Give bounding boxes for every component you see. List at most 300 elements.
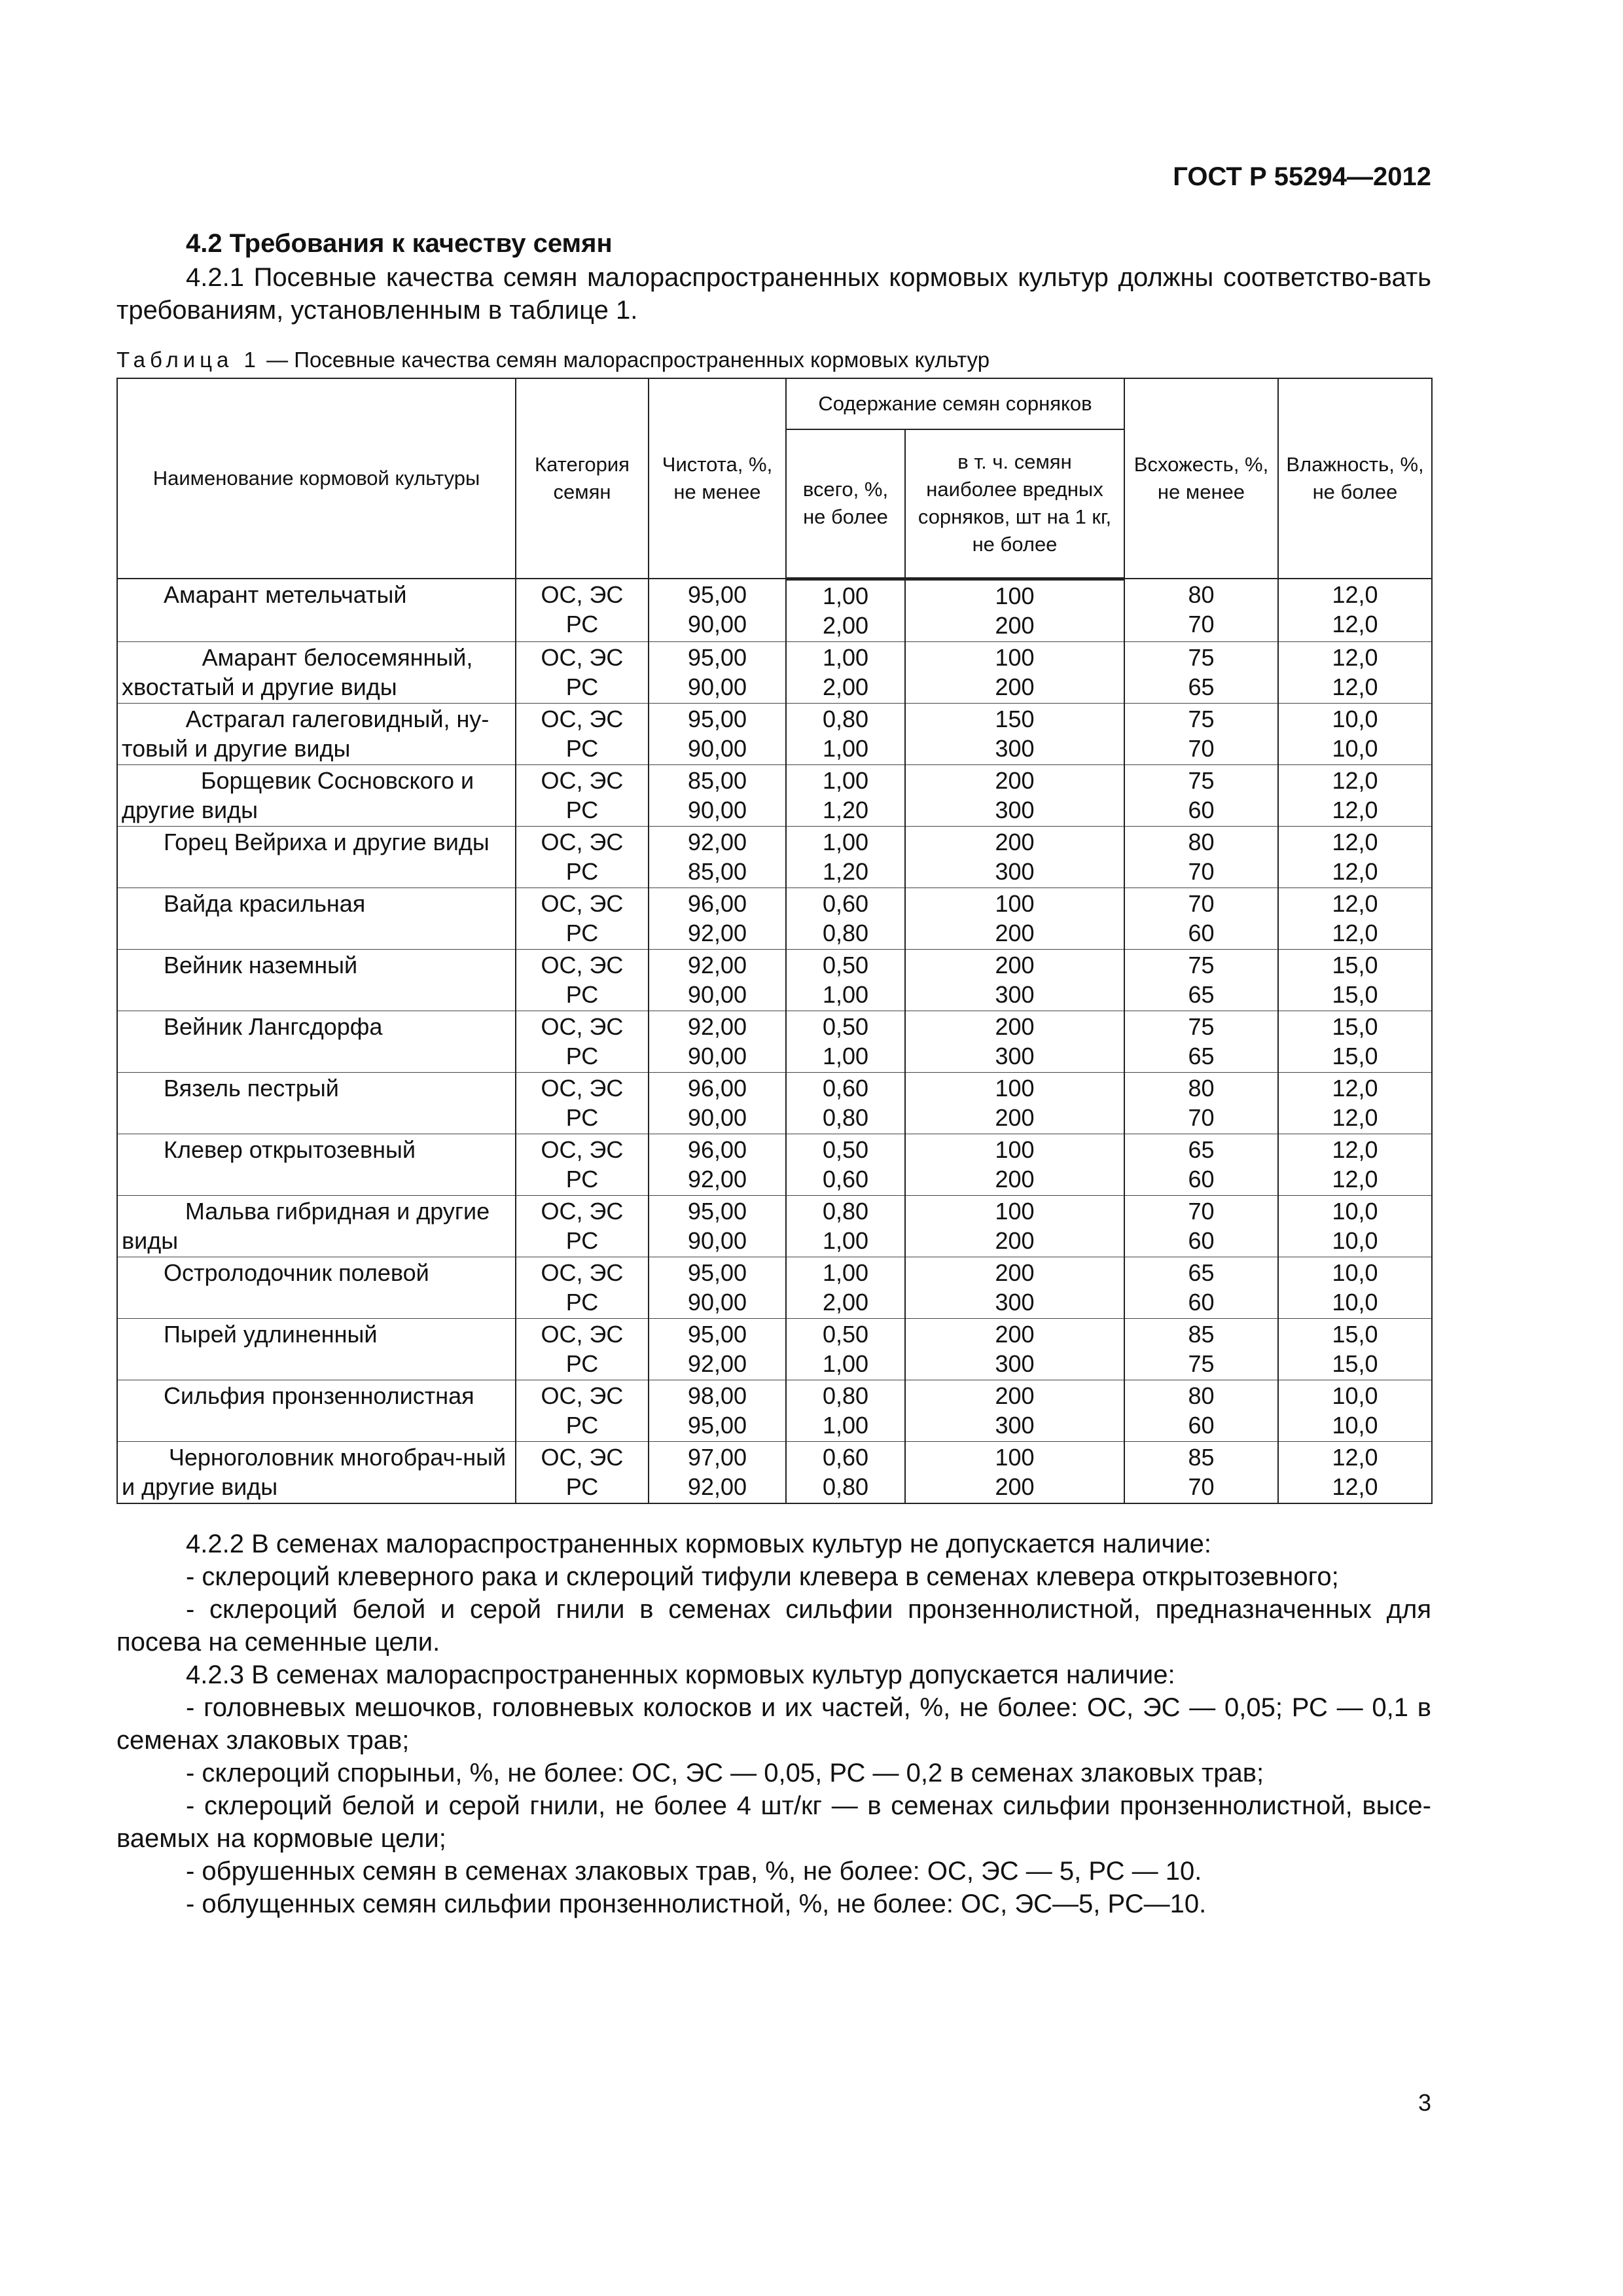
cell-germination bbox=[1124, 641, 1278, 703]
cell-weeds-harmful bbox=[905, 1011, 1124, 1072]
cell-purity-value: 90,00 bbox=[687, 611, 747, 637]
cell-weeds-harmful-value: 200 bbox=[995, 1473, 1035, 1500]
cell-germination-value: 60 bbox=[1188, 1411, 1215, 1439]
cell-weeds-total-value: 0,50 bbox=[822, 1013, 869, 1040]
cell-moisture-value: 12,0 bbox=[1332, 857, 1378, 885]
cell-purity-value: 90,00 bbox=[687, 1227, 747, 1254]
cell-weeds-harmful bbox=[905, 1441, 1124, 1503]
cell-category-value: РС bbox=[565, 796, 599, 823]
cell-weeds-total-value: 0,60 bbox=[822, 889, 869, 917]
cell-purity-value: 95,00 bbox=[687, 1320, 747, 1348]
cell-weeds-total-value: 1,00 bbox=[822, 828, 869, 855]
cell-category bbox=[516, 1318, 649, 1380]
cell-weeds-harmful-value: 100 bbox=[995, 582, 1035, 609]
cell-moisture-value: 10,0 bbox=[1332, 1259, 1378, 1286]
cell-purity bbox=[649, 641, 786, 703]
cell-germination-value: 75 bbox=[1188, 1350, 1215, 1377]
header-weeds-group: Содержание семян сорняков bbox=[786, 378, 1124, 429]
cell-weeds-harmful-value: 200 bbox=[995, 1382, 1035, 1409]
cell-germination bbox=[1124, 1257, 1278, 1318]
cell-moisture-value: 10,0 bbox=[1332, 1288, 1378, 1316]
cell-weeds-total-value: 0,50 bbox=[822, 951, 869, 978]
cell-weeds-total-value: 0,80 bbox=[822, 705, 869, 732]
cell-purity-value: 90,00 bbox=[687, 980, 747, 1008]
cell-weeds-harmful bbox=[905, 641, 1124, 703]
table-row bbox=[117, 1318, 1432, 1380]
cell-moisture bbox=[1278, 949, 1432, 1011]
cell-weeds-total-value: 0,80 bbox=[822, 919, 869, 946]
header-crop-name: Наименование кормовой культуры bbox=[117, 378, 516, 579]
requirements-text bbox=[116, 1528, 1431, 1920]
cell-germination-value: 70 bbox=[1188, 1197, 1215, 1225]
cell-weeds-harmful bbox=[905, 1380, 1124, 1441]
cell-weeds-total-value: 1,00 bbox=[822, 734, 869, 762]
cell-weeds-harmful-value: 100 bbox=[995, 1136, 1035, 1163]
cell-category-value: РС bbox=[565, 1288, 599, 1316]
cell-weeds-total-value: 2,00 bbox=[822, 611, 869, 639]
cell-moisture-value: 15,0 bbox=[1332, 951, 1378, 978]
list-item: - обрушенных семян в семенах злаковых трав, %, не более: ОС, ЭС — 5, РС — 10. bbox=[186, 1856, 1202, 1886]
cell-weeds-total-value: 1,00 bbox=[822, 1227, 869, 1254]
cell-germination-value: 60 bbox=[1188, 1165, 1215, 1193]
cell-category-value: ОС, ЭС bbox=[541, 643, 624, 671]
cell-moisture-value: 12,0 bbox=[1332, 1473, 1378, 1500]
cell-moisture-value: 15,0 bbox=[1332, 980, 1378, 1008]
cell-crop-name bbox=[117, 1134, 516, 1195]
cell-weeds-harmful bbox=[905, 703, 1124, 764]
cell-moisture bbox=[1278, 888, 1432, 949]
cell-weeds-harmful-value: 100 bbox=[995, 1443, 1035, 1471]
cell-category-value: РС bbox=[565, 919, 599, 946]
seed-quality-table bbox=[116, 378, 1433, 1504]
cell-germination-value: 85 bbox=[1188, 1443, 1215, 1471]
cell-moisture-value: 15,0 bbox=[1332, 1013, 1378, 1040]
cell-weeds-harmful bbox=[905, 1072, 1124, 1134]
page-content bbox=[116, 226, 1431, 1920]
cell-germination bbox=[1124, 826, 1278, 888]
list-item: - склероций клеверного рака и склероций тифули клевера в семенах клевера открытозевного; bbox=[186, 1562, 1339, 1591]
table-row bbox=[117, 826, 1432, 888]
cell-category-value: ОС, ЭС bbox=[541, 1443, 624, 1471]
cell-germination-value: 75 bbox=[1188, 766, 1215, 794]
cell-weeds-harmful-value: 200 bbox=[995, 766, 1035, 794]
header-purity: Чистота, %, не менее bbox=[649, 378, 786, 579]
cell-germination bbox=[1124, 1011, 1278, 1072]
cell-weeds-total-value: 1,00 bbox=[822, 1350, 869, 1377]
crop-name-text: Амарант белосемянный, хвостатый и другие виды bbox=[122, 643, 473, 700]
list-item: - облущенных семян сильфии пронзеннолистной, %, не более: ОС, ЭС—5, РС—10. bbox=[186, 1889, 1207, 1918]
cell-purity-value: 95,00 bbox=[687, 1197, 747, 1225]
cell-moisture bbox=[1278, 1072, 1432, 1134]
cell-germination-value: 60 bbox=[1188, 1288, 1215, 1316]
cell-germination bbox=[1124, 1380, 1278, 1441]
crop-name-text: Борщевик Сосновского и другие виды bbox=[122, 766, 474, 823]
cell-purity bbox=[649, 949, 786, 1011]
cell-weeds-harmful-value: 300 bbox=[995, 1350, 1035, 1377]
cell-weeds-total bbox=[786, 1380, 905, 1441]
cell-moisture-value: 15,0 bbox=[1332, 1350, 1378, 1377]
cell-weeds-harmful-value: 300 bbox=[995, 734, 1035, 762]
table-row bbox=[117, 888, 1432, 949]
cell-purity-value: 90,00 bbox=[687, 734, 747, 762]
cell-purity-value: 95,00 bbox=[687, 705, 747, 732]
crop-name-text: Вейник наземный bbox=[164, 951, 358, 978]
cell-category bbox=[516, 1380, 649, 1441]
cell-moisture bbox=[1278, 1195, 1432, 1257]
cell-category bbox=[516, 949, 649, 1011]
cell-category-value: РС bbox=[565, 1042, 599, 1069]
cell-moisture-value: 10,0 bbox=[1332, 1411, 1378, 1439]
cell-purity bbox=[649, 764, 786, 826]
cell-moisture bbox=[1278, 1380, 1432, 1441]
cell-moisture-value: 12,0 bbox=[1332, 766, 1378, 794]
cell-crop-name bbox=[117, 826, 516, 888]
cell-germination-value: 80 bbox=[1188, 581, 1215, 608]
cell-weeds-harmful-value: 100 bbox=[995, 1074, 1035, 1102]
cell-category-value: ОС, ЭС bbox=[541, 1320, 624, 1348]
cell-moisture bbox=[1278, 764, 1432, 826]
cell-weeds-harmful bbox=[905, 1257, 1124, 1318]
cell-weeds-total bbox=[786, 1441, 905, 1503]
cell-purity bbox=[649, 888, 786, 949]
cell-moisture-value: 12,0 bbox=[1332, 1443, 1378, 1471]
table-caption-text: — Посевные качества семян малораспространенных кормовых культур bbox=[260, 348, 990, 372]
crop-name-text: Пырей удлиненный bbox=[164, 1320, 378, 1348]
cell-weeds-harmful-value: 100 bbox=[995, 889, 1035, 917]
cell-weeds-harmful-value: 150 bbox=[995, 705, 1035, 732]
cell-category bbox=[516, 641, 649, 703]
cell-moisture bbox=[1278, 703, 1432, 764]
cell-weeds-harmful-value: 200 bbox=[995, 1259, 1035, 1286]
cell-weeds-harmful-value: 200 bbox=[995, 1165, 1035, 1193]
cell-category bbox=[516, 1134, 649, 1195]
list-item: - склероций спорыньи, %, не более: ОС, ЭС — 0,05, РС — 0,2 в семенах злаковых трав; bbox=[186, 1758, 1264, 1787]
cell-weeds-total-value: 0,50 bbox=[822, 1136, 869, 1163]
cell-purity-value: 96,00 bbox=[687, 1074, 747, 1102]
cell-weeds-total-value: 1,00 bbox=[822, 980, 869, 1008]
cell-category bbox=[516, 1195, 649, 1257]
table-row bbox=[117, 579, 1432, 641]
cell-purity bbox=[649, 1134, 786, 1195]
cell-germination-value: 75 bbox=[1188, 1013, 1215, 1040]
cell-germination bbox=[1124, 1318, 1278, 1380]
cell-weeds-total-value: 1,00 bbox=[822, 1042, 869, 1069]
table-row bbox=[117, 1134, 1432, 1195]
cell-moisture-value: 10,0 bbox=[1332, 1197, 1378, 1225]
cell-weeds-harmful-value: 200 bbox=[995, 1103, 1035, 1131]
cell-purity-value: 92,00 bbox=[687, 828, 747, 855]
cell-germination bbox=[1124, 949, 1278, 1011]
crop-name-text: Мальва гибридная и другие виды bbox=[122, 1197, 490, 1254]
cell-purity-value: 97,00 bbox=[687, 1443, 747, 1471]
cell-weeds-harmful-value: 300 bbox=[995, 796, 1035, 823]
crop-name-text: Черноголовник многобрач-ный и другие виды bbox=[122, 1443, 507, 1500]
cell-weeds-harmful bbox=[905, 1195, 1124, 1257]
cell-weeds-total-value: 0,50 bbox=[822, 1320, 869, 1348]
cell-moisture-value: 12,0 bbox=[1332, 1074, 1378, 1102]
cell-moisture-value: 12,0 bbox=[1332, 673, 1378, 700]
cell-germination-value: 65 bbox=[1188, 980, 1215, 1008]
crop-name-text: Горец Вейриха и другие виды bbox=[164, 828, 490, 855]
cell-purity bbox=[649, 1318, 786, 1380]
table-caption bbox=[116, 342, 1431, 378]
cell-category bbox=[516, 826, 649, 888]
cell-moisture bbox=[1278, 1318, 1432, 1380]
cell-weeds-total bbox=[786, 764, 905, 826]
table-row bbox=[117, 703, 1432, 764]
cell-weeds-total-value: 0,80 bbox=[822, 1103, 869, 1131]
cell-category-value: ОС, ЭС bbox=[541, 1382, 624, 1409]
table-header-row bbox=[117, 378, 1432, 429]
cell-germination-value: 85 bbox=[1188, 1320, 1215, 1348]
cell-germination-value: 75 bbox=[1188, 643, 1215, 671]
crop-name-text: Остролодочник полевой bbox=[164, 1259, 429, 1286]
table-row bbox=[117, 764, 1432, 826]
cell-category bbox=[516, 1072, 649, 1134]
cell-weeds-total-value: 1,20 bbox=[822, 796, 869, 823]
cell-category-value: ОС, ЭС bbox=[541, 581, 624, 608]
cell-purity-value: 92,00 bbox=[687, 1165, 747, 1193]
cell-category-value: ОС, ЭС bbox=[541, 1074, 624, 1102]
cell-purity-value: 90,00 bbox=[687, 1103, 747, 1131]
cell-moisture-value: 12,0 bbox=[1332, 643, 1378, 671]
cell-moisture bbox=[1278, 1441, 1432, 1503]
crop-name-text: Астрагал галеговидный, ну-товый и другие виды bbox=[122, 705, 490, 762]
cell-moisture bbox=[1278, 826, 1432, 888]
cell-category-value: РС bbox=[565, 1350, 599, 1377]
cell-moisture-value: 12,0 bbox=[1332, 611, 1378, 637]
cell-purity-value: 92,00 bbox=[687, 1473, 747, 1500]
cell-moisture-value: 10,0 bbox=[1332, 734, 1378, 762]
cell-weeds-total-value: 0,80 bbox=[822, 1473, 869, 1500]
cell-moisture-value: 12,0 bbox=[1332, 889, 1378, 917]
paragraph-4-2-2: 4.2.2 В семенах малораспространенных кормовых культур не допускается наличие: bbox=[186, 1529, 1212, 1558]
cell-purity bbox=[649, 703, 786, 764]
cell-germination-value: 70 bbox=[1188, 857, 1215, 885]
cell-moisture bbox=[1278, 641, 1432, 703]
cell-germination bbox=[1124, 579, 1278, 641]
header-category: Категория семян bbox=[516, 378, 649, 579]
cell-germination-value: 65 bbox=[1188, 1042, 1215, 1069]
cell-category-value: ОС, ЭС bbox=[541, 1136, 624, 1163]
cell-weeds-harmful-value: 200 bbox=[995, 1227, 1035, 1254]
cell-purity-value: 96,00 bbox=[687, 1136, 747, 1163]
cell-moisture-value: 12,0 bbox=[1332, 828, 1378, 855]
cell-weeds-total-value: 1,00 bbox=[822, 582, 869, 609]
crop-name-text: Амарант метельчатый bbox=[164, 581, 407, 608]
cell-purity-value: 95,00 bbox=[687, 1259, 747, 1286]
table-body bbox=[117, 579, 1432, 1503]
cell-purity-value: 95,00 bbox=[687, 581, 747, 608]
cell-germination bbox=[1124, 1195, 1278, 1257]
cell-crop-name bbox=[117, 1380, 516, 1441]
cell-purity bbox=[649, 1072, 786, 1134]
table-caption-label: Таблица 1 bbox=[116, 348, 260, 372]
cell-weeds-harmful-value: 100 bbox=[995, 1197, 1035, 1225]
cell-weeds-total-value: 1,20 bbox=[822, 857, 869, 885]
cell-purity-value: 90,00 bbox=[687, 1288, 747, 1316]
header-germination: Всхожесть, %, не менее bbox=[1124, 378, 1278, 579]
cell-weeds-total-value: 1,00 bbox=[822, 1259, 869, 1286]
cell-germination-value: 70 bbox=[1188, 1473, 1215, 1500]
cell-germination bbox=[1124, 703, 1278, 764]
cell-moisture-value: 10,0 bbox=[1332, 1382, 1378, 1409]
cell-weeds-harmful-value: 300 bbox=[995, 1288, 1035, 1316]
list-item: - склероций белой и серой гнили в семенах сильфии пронзеннолистной, предназначенных для посева на семенные цели. bbox=[116, 1594, 1431, 1657]
cell-purity bbox=[649, 1441, 786, 1503]
cell-weeds-total bbox=[786, 1318, 905, 1380]
cell-category bbox=[516, 1257, 649, 1318]
cell-germination-value: 70 bbox=[1188, 734, 1215, 762]
cell-moisture-value: 15,0 bbox=[1332, 1320, 1378, 1348]
table-row bbox=[117, 1011, 1432, 1072]
table-row bbox=[117, 949, 1432, 1011]
cell-germination bbox=[1124, 1134, 1278, 1195]
cell-weeds-total-value: 1,00 bbox=[822, 1411, 869, 1439]
cell-category bbox=[516, 764, 649, 826]
cell-moisture bbox=[1278, 579, 1432, 641]
cell-germination-value: 65 bbox=[1188, 1259, 1215, 1286]
cell-moisture-value: 10,0 bbox=[1332, 1227, 1378, 1254]
cell-weeds-total-value: 0,80 bbox=[822, 1382, 869, 1409]
cell-category-value: РС bbox=[565, 980, 599, 1008]
cell-germination-value: 65 bbox=[1188, 1136, 1215, 1163]
cell-category-value: ОС, ЭС bbox=[541, 705, 624, 732]
cell-weeds-harmful-value: 200 bbox=[995, 673, 1035, 700]
cell-weeds-total-value: 0,60 bbox=[822, 1074, 869, 1102]
cell-category-value: ОС, ЭС bbox=[541, 1259, 624, 1286]
cell-purity bbox=[649, 1195, 786, 1257]
page-number: 3 bbox=[1418, 2089, 1431, 2116]
cell-category-value: РС bbox=[565, 1473, 599, 1500]
cell-crop-name bbox=[117, 1441, 516, 1503]
cell-moisture-value: 12,0 bbox=[1332, 581, 1378, 608]
cell-moisture-value: 12,0 bbox=[1332, 919, 1378, 946]
cell-category-value: РС bbox=[565, 1165, 599, 1193]
cell-weeds-harmful-value: 300 bbox=[995, 857, 1035, 885]
cell-category-value: ОС, ЭС bbox=[541, 951, 624, 978]
cell-crop-name bbox=[117, 641, 516, 703]
cell-weeds-total-value: 2,00 bbox=[822, 1288, 869, 1316]
cell-purity bbox=[649, 826, 786, 888]
cell-purity-value: 85,00 bbox=[687, 766, 747, 794]
cell-purity-value: 92,00 bbox=[687, 1013, 747, 1040]
cell-category-value: ОС, ЭС bbox=[541, 1013, 624, 1040]
cell-purity-value: 96,00 bbox=[687, 889, 747, 917]
cell-moisture bbox=[1278, 1011, 1432, 1072]
cell-germination-value: 70 bbox=[1188, 889, 1215, 917]
cell-weeds-total bbox=[786, 1134, 905, 1195]
table-row bbox=[117, 1072, 1432, 1134]
cell-weeds-harmful-value: 100 bbox=[995, 643, 1035, 671]
cell-germination bbox=[1124, 1072, 1278, 1134]
paragraph-4-2-1: 4.2.1 Посевные качества семян малораспространенных кормовых культур должны соответство-вать требованиям, установленным в таблице 1. bbox=[116, 263, 1431, 325]
cell-category bbox=[516, 1441, 649, 1503]
list-item: - головневых мешочков, головневых колосков и их частей, %, не более: ОС, ЭС — 0,05; РС — 0,1 в семенах злаковых трав; bbox=[116, 1693, 1431, 1755]
cell-weeds-harmful bbox=[905, 1318, 1124, 1380]
header-weeds-total: всего, %, не более bbox=[786, 429, 905, 579]
cell-germination-value: 75 bbox=[1188, 951, 1215, 978]
header-moisture: Влажность, %, не более bbox=[1278, 378, 1432, 579]
cell-weeds-total-value: 1,00 bbox=[822, 766, 869, 794]
cell-crop-name bbox=[117, 1257, 516, 1318]
cell-germination-value: 60 bbox=[1188, 796, 1215, 823]
crop-name-text: Сильфия пронзеннолистная bbox=[164, 1382, 474, 1409]
cell-weeds-total bbox=[786, 949, 905, 1011]
cell-crop-name bbox=[117, 1072, 516, 1134]
cell-purity bbox=[649, 579, 786, 641]
cell-germination-value: 65 bbox=[1188, 673, 1215, 700]
section-title: 4.2 Требования к качеству семян bbox=[186, 229, 613, 258]
cell-category bbox=[516, 703, 649, 764]
cell-category-value: РС bbox=[565, 857, 599, 885]
cell-moisture-value: 12,0 bbox=[1332, 1136, 1378, 1163]
cell-purity-value: 95,00 bbox=[687, 1411, 747, 1439]
cell-weeds-total bbox=[786, 826, 905, 888]
cell-weeds-total-value: 0,60 bbox=[822, 1165, 869, 1193]
cell-weeds-total-value: 0,80 bbox=[822, 1197, 869, 1225]
cell-weeds-harmful-value: 300 bbox=[995, 1042, 1035, 1069]
cell-crop-name bbox=[117, 703, 516, 764]
cell-weeds-harmful bbox=[905, 1134, 1124, 1195]
cell-crop-name bbox=[117, 764, 516, 826]
cell-weeds-harmful-value: 200 bbox=[995, 919, 1035, 946]
cell-weeds-total bbox=[786, 579, 905, 641]
cell-weeds-harmful bbox=[905, 764, 1124, 826]
cell-weeds-total bbox=[786, 703, 905, 764]
table-row bbox=[117, 641, 1432, 703]
cell-weeds-harmful bbox=[905, 579, 1124, 641]
cell-purity-value: 92,00 bbox=[687, 951, 747, 978]
cell-purity-value: 98,00 bbox=[687, 1382, 747, 1409]
cell-category-value: ОС, ЭС bbox=[541, 889, 624, 917]
cell-weeds-harmful-value: 200 bbox=[995, 951, 1035, 978]
cell-purity bbox=[649, 1257, 786, 1318]
cell-purity-value: 90,00 bbox=[687, 1042, 747, 1069]
cell-category-value: РС bbox=[565, 1227, 599, 1254]
cell-germination bbox=[1124, 888, 1278, 949]
cell-moisture-value: 12,0 bbox=[1332, 796, 1378, 823]
cell-weeds-total-value: 1,00 bbox=[822, 643, 869, 671]
cell-weeds-total bbox=[786, 1072, 905, 1134]
cell-category-value: ОС, ЭС bbox=[541, 828, 624, 855]
cell-weeds-harmful-value: 200 bbox=[995, 828, 1035, 855]
cell-weeds-harmful bbox=[905, 826, 1124, 888]
cell-moisture-value: 15,0 bbox=[1332, 1042, 1378, 1069]
cell-germination-value: 60 bbox=[1188, 1227, 1215, 1254]
header-weeds-harmful: в т. ч. семян наиболее вредных сорняков, шт на 1 кг, не более bbox=[905, 429, 1124, 579]
cell-crop-name bbox=[117, 1318, 516, 1380]
cell-germination-value: 80 bbox=[1188, 1382, 1215, 1409]
cell-purity-value: 90,00 bbox=[687, 796, 747, 823]
cell-category-value: РС bbox=[565, 673, 599, 700]
cell-weeds-total-value: 0,60 bbox=[822, 1443, 869, 1471]
cell-weeds-total bbox=[786, 888, 905, 949]
table-row bbox=[117, 1257, 1432, 1318]
cell-category-value: РС bbox=[565, 1103, 599, 1131]
cell-crop-name bbox=[117, 949, 516, 1011]
table-row bbox=[117, 1441, 1432, 1503]
cell-weeds-harmful bbox=[905, 888, 1124, 949]
cell-category-value: ОС, ЭС bbox=[541, 766, 624, 794]
cell-germination-value: 75 bbox=[1188, 705, 1215, 732]
cell-moisture-value: 12,0 bbox=[1332, 1165, 1378, 1193]
cell-category bbox=[516, 888, 649, 949]
crop-name-text: Вайда красильная bbox=[164, 889, 366, 917]
cell-weeds-harmful-value: 200 bbox=[995, 611, 1035, 639]
cell-purity-value: 85,00 bbox=[687, 857, 747, 885]
cell-weeds-harmful-value: 200 bbox=[995, 1013, 1035, 1040]
